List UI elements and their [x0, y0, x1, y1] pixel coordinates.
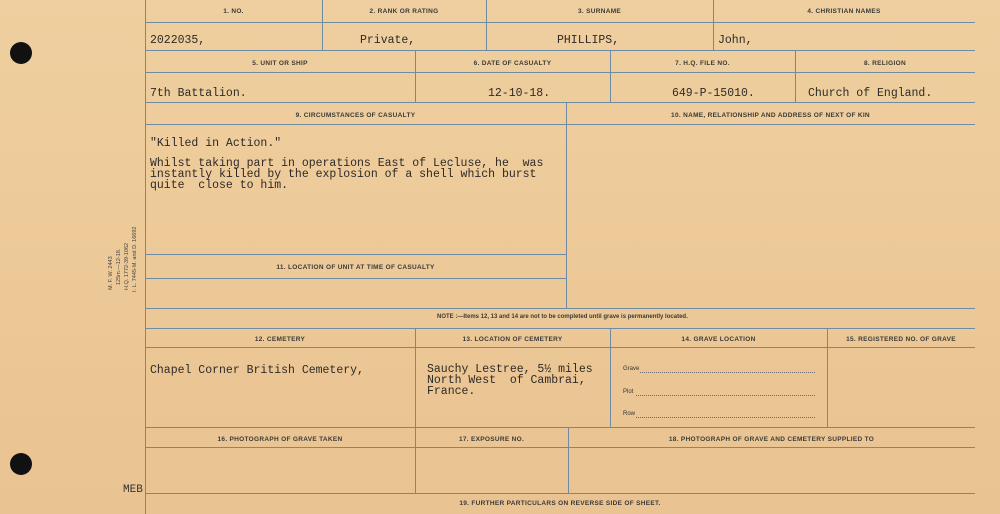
margin-mark: MEB — [123, 484, 143, 496]
punch-hole-bottom — [10, 453, 32, 475]
header-date: 6. DATE OF CASUALTY — [473, 60, 552, 67]
header-exposure-no: 17. EXPOSURE NO. — [458, 436, 525, 443]
row-label: Row — [623, 411, 636, 417]
side-stamp-line: M. F. W. 2443 — [108, 256, 114, 290]
side-stamp-line: 125m.—12-18. — [116, 248, 122, 285]
header-religion: 8. RELIGION — [864, 60, 906, 67]
header-file-no: 7. H.Q. FILE NO. — [675, 60, 730, 67]
header-rank: 2. RANK OR RATING — [369, 8, 439, 15]
surname: PHILLIPS, — [557, 34, 620, 47]
footer-note: 19. FURTHER PARTICULARS ON REVERSE SIDE OF SHEET. — [459, 500, 661, 507]
cemetery-location: Sauchy Lestree, 5½ miles North West of Cambrai, France. — [427, 363, 593, 398]
plot-label: Plot — [623, 389, 634, 395]
header-photo-supplied: 18. PHOTOGRAPH OF GRAVE AND CEMETERY SUPPLIED TO — [668, 436, 875, 443]
note: NOTE :—Items 12, 13 and 14 are not to be completed until grave is permanently located. — [437, 314, 688, 320]
header-surname: 3. SURNAME — [577, 8, 622, 15]
service-number: 2022035, — [150, 34, 206, 47]
circumstances-text: Whilst taking part in operations East of Lecluse, he was instantly killed by the explosion of a shell which burst quite close to him. — [150, 157, 544, 192]
header-next-of-kin: 10. NAME, RELATIONSHIP AND ADDRESS OF NEXT OF KIN — [671, 112, 870, 119]
punch-hole-top — [10, 42, 32, 64]
header-christian-names: 4. CHRISTIAN NAMES — [807, 8, 881, 15]
header-photo-taken: 16. PHOTOGRAPH OF GRAVE TAKEN — [217, 436, 343, 443]
rank: Private, — [360, 34, 416, 47]
header-location-cemetery: 13. LOCATION OF CEMETERY — [462, 336, 563, 343]
header-grave-location: 14. GRAVE LOCATION — [681, 336, 756, 343]
side-stamp-line: I. L. 7445-M. and D. 16692 — [132, 226, 138, 292]
christian-names: John, — [718, 34, 753, 47]
hq-file-no: 649-P-15010. — [672, 87, 755, 100]
header-number: 1. NO. — [223, 8, 244, 15]
header-location-unit: 11. LOCATION OF UNIT AT TIME OF CASUALTY — [276, 264, 435, 271]
cemetery: Chapel Corner British Cemetery, — [150, 364, 364, 377]
header-registered-no: 15. REGISTERED NO. OF GRAVE — [846, 336, 956, 343]
grave-label: Grave — [623, 366, 640, 372]
circumstances-heading: "Killed in Action." — [150, 137, 282, 150]
header-unit: 5. UNIT OR SHIP — [252, 60, 308, 67]
header-cemetery: 12. CEMETERY — [254, 336, 306, 343]
religion: Church of England. — [808, 87, 933, 100]
side-stamp-line: H.Q. 1772-39-1062 — [124, 242, 130, 290]
date-of-casualty: 12-10-18. — [488, 87, 551, 100]
unit: 7th Battalion. — [150, 87, 247, 100]
header-circumstances: 9. CIRCUMSTANCES OF CASUALTY — [295, 112, 416, 119]
